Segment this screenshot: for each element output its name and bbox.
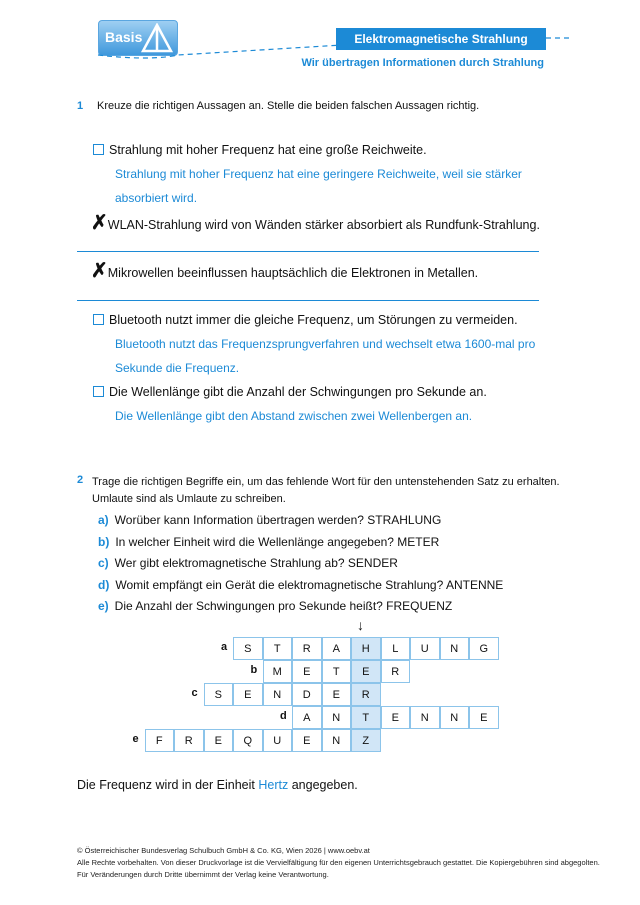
topic-banner: Elektromagnetische Strahlung xyxy=(336,28,546,50)
crossword-cell[interactable]: R xyxy=(292,637,322,660)
question-letter: c) xyxy=(98,556,109,570)
sentence-answer: Hertz xyxy=(258,778,289,792)
question-c xyxy=(98,553,503,575)
crossword-cell[interactable]: E xyxy=(469,706,499,729)
task1-instruction: Kreuze die richtigen Aussagen an. Stelle die beiden falschen Aussagen richtig. xyxy=(97,100,480,112)
sentence-start: Die Frequenz wird in der Einheit xyxy=(77,778,255,792)
question-letter: d) xyxy=(98,577,110,592)
question-text: Worüber kann Information übertragen werden? STRAHLUNG xyxy=(114,513,442,527)
checkbox[interactable] xyxy=(93,144,104,155)
crossword-cell[interactable]: T xyxy=(322,660,352,683)
statement-text: Bluetooth nutzt immer die gleiche Frequenz, um Störungen zu vermeiden. xyxy=(109,313,518,327)
correction-line: Die Wellenlänge gibt den Abstand zwischen zwei Wellenbergen an. xyxy=(115,409,473,423)
cross-mark-icon[interactable]: ✗ xyxy=(91,260,108,282)
crossword-row-label: c xyxy=(191,687,198,699)
correction-5 xyxy=(115,404,472,428)
crossword-cell[interactable]: N xyxy=(440,637,470,660)
crossword-cell[interactable]: N xyxy=(410,706,440,729)
crossword-cell[interactable]: U xyxy=(263,729,293,752)
question-text: Wer gibt elektromagnetische Strahlung ab? SENDER xyxy=(114,556,398,570)
question-text: Die Anzahl der Schwingungen pro Sekunde heißt? FREQUENZ xyxy=(114,599,453,613)
crossword-cell[interactable]: F xyxy=(145,729,175,752)
solution-sentence xyxy=(77,778,358,792)
instruction-line: Trage die richtigen Begriffe ein, um das fehlende Wort für den untenstehenden Satz zu erhalten. xyxy=(92,476,560,488)
crossword-cell[interactable]: Q xyxy=(233,729,263,752)
logo-text: Basis xyxy=(105,29,143,45)
solution-arrow-icon: ↓ xyxy=(357,617,364,633)
statement-text: Mikrowellen beeinflussen hauptsächlich die Elektronen in Metallen. xyxy=(107,266,479,280)
crossword-solution-cell[interactable]: H xyxy=(351,637,381,660)
crossword-cell[interactable]: N xyxy=(440,706,470,729)
correction-1 xyxy=(115,162,522,210)
correction-line: absorbiert wird. xyxy=(115,191,198,205)
crossword-cell[interactable]: N xyxy=(322,729,352,752)
crossword-cell[interactable]: S xyxy=(204,683,234,706)
question-letter: a) xyxy=(98,513,109,527)
correction-line: Sekunde die Frequenz. xyxy=(115,361,240,375)
statement-text: Die Wellenlänge gibt die Anzahl der Schwingungen pro Sekunde an. xyxy=(109,385,487,399)
crossword-cell[interactable]: E xyxy=(204,729,234,752)
statement-5 xyxy=(93,385,487,399)
correction-line: Bluetooth nutzt das Frequenzsprungverfahren und wechselt etwa 1600-mal pro xyxy=(115,337,536,351)
crossword-cell[interactable]: E xyxy=(292,660,322,683)
crossword-cell[interactable]: L xyxy=(381,637,411,660)
question-d xyxy=(98,575,503,597)
crossword-cell[interactable]: N xyxy=(322,706,352,729)
task1-number: 1 xyxy=(77,100,84,112)
crossword-row-label: e xyxy=(132,733,139,745)
cross-mark-icon[interactable]: ✗ xyxy=(91,212,108,234)
crossword-solution-cell[interactable]: E xyxy=(351,660,381,683)
question-e xyxy=(98,596,503,618)
instruction-line: Umlaute sind als Umlaute zu schreiben. xyxy=(92,493,286,505)
footer-copyright: © Österreichischer Bundesverlag Schulbuch GmbH & Co. KG, Wien 2026 | www.oebv.at xyxy=(77,846,370,855)
statement-4 xyxy=(93,313,518,327)
answer-line[interactable] xyxy=(77,300,539,301)
crossword-cell[interactable]: S xyxy=(233,637,263,660)
crossword-cell[interactable]: G xyxy=(469,637,499,660)
crossword-cell[interactable]: R xyxy=(174,729,204,752)
correction-4 xyxy=(115,332,535,380)
question-list xyxy=(98,510,503,618)
crossword-cell[interactable]: N xyxy=(263,683,293,706)
crossword-row-label: a xyxy=(221,641,228,653)
crossword-cell[interactable]: U xyxy=(410,637,440,660)
checkbox[interactable] xyxy=(93,314,104,325)
answer-line[interactable] xyxy=(77,251,539,252)
crossword-cell[interactable]: T xyxy=(263,637,293,660)
crossword-cell[interactable]: D xyxy=(292,683,322,706)
statement-text: WLAN-Strahlung wird von Wänden stärker absorbiert als Rundfunk-Strahlung. xyxy=(107,218,540,232)
footer-disclaimer: Für Veränderungen durch Dritte übernimmt der Verlag keine Verantwortung. xyxy=(77,870,329,879)
task2-instruction xyxy=(92,474,560,508)
correction-line: Strahlung mit hoher Frequenz hat eine geringere Reichweite, weil sie stärker xyxy=(115,167,522,181)
crossword-solution-cell[interactable]: Z xyxy=(351,729,381,752)
statement-2 xyxy=(91,214,540,232)
crossword-solution-cell[interactable]: R xyxy=(351,683,381,706)
sentence-end: angegeben. xyxy=(291,778,358,792)
question-text: Womit empfängt ein Gerät die elektromagnetische Strahlung? ANTENNE xyxy=(115,577,504,592)
question-a xyxy=(98,510,503,532)
crossword-cell[interactable]: A xyxy=(292,706,322,729)
crossword-cell[interactable]: E xyxy=(292,729,322,752)
question-text: In welcher Einheit wird die Wellenlänge angegeben? METER xyxy=(115,534,440,549)
crossword-solution-cell[interactable]: T xyxy=(351,706,381,729)
statement-text: Strahlung mit hoher Frequenz hat eine große Reichweite. xyxy=(109,143,427,157)
footer-rights: Alle Rechte vorbehalten. Von dieser Druckvorlage ist die Vervielfältigung für den eigenen Unterrichtsgebrauch gestattet. Die Kopiergebühren sind abgegolten. xyxy=(77,858,600,867)
crossword-cell[interactable]: E xyxy=(322,683,352,706)
page-subtitle: Wir übertragen Informationen durch Strahlung xyxy=(301,57,544,69)
crossword-cell[interactable]: E xyxy=(233,683,263,706)
crossword-cell[interactable]: R xyxy=(381,660,411,683)
checkbox[interactable] xyxy=(93,386,104,397)
statement-3 xyxy=(91,262,478,280)
statement-1 xyxy=(93,143,427,157)
crossword-cell[interactable]: A xyxy=(322,637,352,660)
question-b xyxy=(98,532,503,554)
crossword-cell[interactable]: M xyxy=(263,660,293,683)
question-letter: b) xyxy=(98,534,110,549)
crossword-cell[interactable]: E xyxy=(381,706,411,729)
crossword-row-label: b xyxy=(250,664,258,676)
crossword-row-label: d xyxy=(280,710,287,722)
task2-number: 2 xyxy=(77,474,84,486)
question-letter: e) xyxy=(98,599,109,613)
